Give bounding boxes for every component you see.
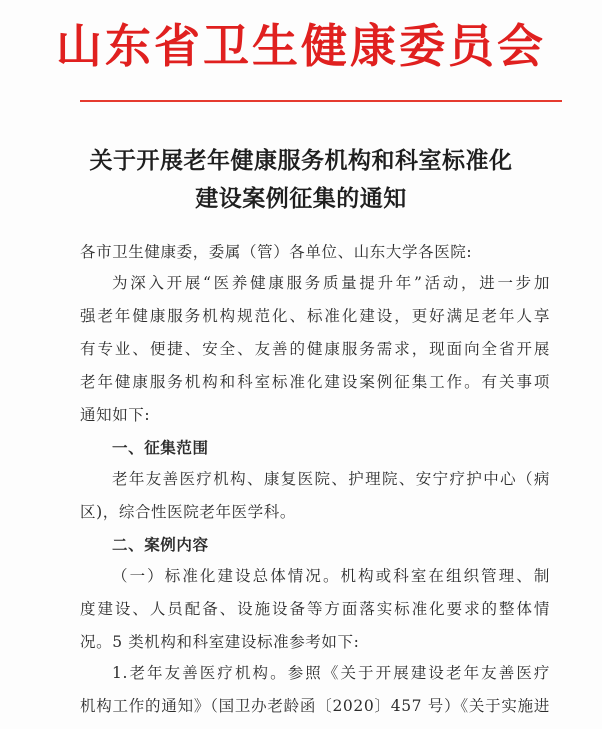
paragraph-1-line-4: 老年健康服务机构和科室标准化建设案例征集工作。有关事项: [80, 373, 550, 391]
section-heading-content: 二、案例内容: [112, 536, 209, 554]
paragraph-1-line-2: 强老年健康服务机构规范化、标准化建设，更好满足老年人享: [80, 307, 550, 325]
section-heading-scope: 一、征集范围: [112, 439, 209, 457]
document-title-line-1: 关于开展老年健康服务机构和科室标准化: [89, 147, 513, 174]
paragraph-1-line-3: 有专业、便捷、安全、友善的健康服务需求，现面向全省开展: [80, 340, 550, 358]
salutation: 各市卫生健康委，委属（管）各单位、山东大学各医院:: [80, 243, 473, 261]
agency-header: 山东省卫生健康委员会: [56, 19, 546, 73]
header-divider: [80, 100, 562, 102]
paragraph-1-line-5: 通知如下:: [80, 406, 151, 424]
paragraph-2-line-2: 区)，综合性医院老年医学科。: [80, 503, 296, 521]
paragraph-3-line-3: 况。5 类机构和科室建设标准参考如下:: [80, 633, 360, 651]
paragraph-3-line-2: 度建设、人员配备、设施设备等方面落实标准化要求的整体情: [80, 600, 550, 618]
document-title-line-2: 建设案例征集的通知: [195, 185, 407, 212]
paragraph-1-line-1: 为深入开展“医养健康服务质量提升年”活动，进一步加: [112, 274, 550, 292]
paragraph-4-line-1: 1.老年友善医疗机构。参照《关于开展建设老年友善医疗: [112, 664, 550, 682]
paragraph-3-line-1: （一）标准化建设总体情况。机构或科室在组织管理、制: [112, 567, 550, 585]
paragraph-2-line-1: 老年友善医疗机构、康复医院、护理院、安宁疗护中心（病: [112, 470, 550, 488]
paragraph-4-line-2: 机构工作的通知》（国卫办老龄函〔2020〕457 号）《关于实施进: [80, 697, 550, 715]
